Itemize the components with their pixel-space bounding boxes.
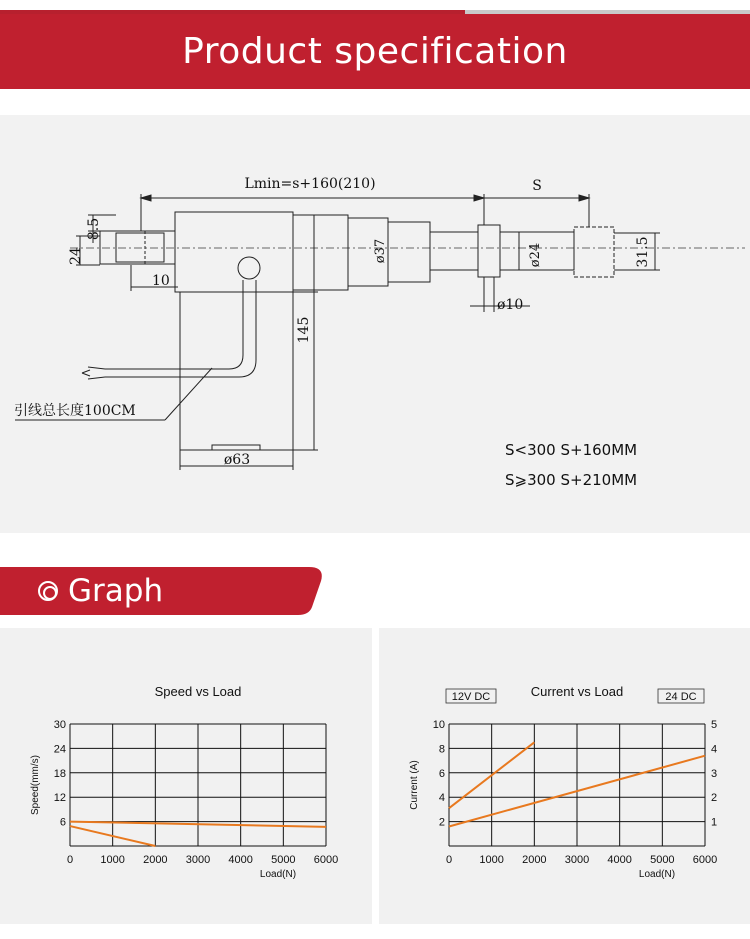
cable: [105, 280, 243, 369]
dim-145: 145: [296, 316, 312, 344]
front-eye-retracted: [478, 225, 500, 277]
x-tick-label: 5000: [271, 854, 296, 866]
y2-tick-label: 4: [711, 743, 718, 756]
dimension-drawing-panel: [0, 115, 750, 533]
x-axis-label: Load(N): [638, 869, 676, 880]
dim-31-5: 31.5: [635, 236, 651, 268]
y-tick-label: 6: [438, 767, 445, 780]
x-tick-label: 5000: [650, 854, 675, 866]
stroke-note-1: S<300 S+160MM: [505, 441, 638, 459]
y2-tick-label: 5: [711, 719, 718, 731]
base-plate: [212, 445, 260, 450]
y-axis-label: Speed(mm/s): [30, 754, 41, 816]
front-eye-extended: [574, 227, 614, 277]
x-tick-label: 6000: [313, 854, 339, 866]
right-axis-tag: 24 DC: [665, 691, 697, 703]
y-tick-label: 12: [53, 792, 66, 805]
y2-tick-label: 3: [711, 767, 718, 780]
y2-tick-label: 2: [711, 792, 718, 805]
y-tick-label: 4: [438, 792, 445, 805]
x-tick-label: 2000: [522, 854, 547, 866]
x-tick-label: 0: [445, 854, 453, 866]
outer-tube-end: [388, 222, 430, 282]
dim-63: ø63: [223, 452, 251, 468]
y-tick-label: 30: [53, 719, 66, 731]
x-tick-label: 1000: [100, 854, 125, 866]
y-tick-label: 24: [53, 743, 66, 756]
dim-10-hole: ø10: [497, 297, 524, 313]
chart-title: Current vs Load: [530, 684, 624, 699]
stroke-label: S: [532, 178, 542, 194]
dim-24-left: 24: [68, 247, 84, 265]
dim-24-rod: ø24: [528, 242, 543, 268]
y-tick-label: 8: [438, 743, 445, 756]
x-tick-label: 3000: [185, 854, 211, 866]
x-tick-label: 1000: [479, 854, 504, 866]
motor-body: [175, 212, 293, 292]
x-axis-label: Load(N): [259, 869, 297, 880]
x-tick-label: 2000: [143, 854, 168, 866]
chart-title: Speed vs Load: [154, 684, 242, 699]
y-tick-label: 10: [432, 719, 445, 731]
y-tick-label: 2: [438, 816, 445, 829]
current-vs-load-panel: [379, 628, 750, 924]
actuator-dimension-drawing: [0, 115, 750, 533]
inner-rod: [430, 232, 478, 270]
speed-vs-load-chart: [0, 628, 372, 924]
x-tick-label: 0: [66, 854, 74, 866]
cable-gland: [238, 257, 260, 279]
x-tick-label: 4000: [228, 854, 253, 866]
speed-vs-load-panel: [0, 628, 372, 924]
stroke-note-2: S⩾300 S+210MM: [505, 471, 638, 489]
y-tick-label: 6: [59, 816, 66, 829]
page-title: Product specification: [182, 31, 568, 72]
y-tick-label: 18: [53, 767, 66, 780]
y-axis-label: Current (A): [409, 760, 420, 810]
dim-10-bottom: 10: [152, 273, 170, 289]
x-tick-label: 4000: [607, 854, 632, 866]
graph-section-tab: [0, 567, 325, 615]
y2-tick-label: 1: [711, 816, 718, 829]
dim-37: ø37: [373, 238, 388, 264]
x-tick-label: 6000: [692, 854, 718, 866]
gear-housing: [293, 215, 348, 290]
left-axis-tag: 12V DC: [451, 691, 491, 703]
dim-8-5: 8.5: [86, 217, 102, 241]
lmin-label: Lmin=s+160(210): [244, 176, 376, 192]
x-tick-label: 3000: [564, 854, 590, 866]
double-circle-icon: [38, 581, 58, 601]
current-vs-load-chart: [379, 628, 750, 924]
title-banner: [0, 14, 750, 89]
graph-section-title: Graph: [68, 573, 164, 609]
lead-length-label: 引线总长度100CM: [14, 403, 136, 419]
